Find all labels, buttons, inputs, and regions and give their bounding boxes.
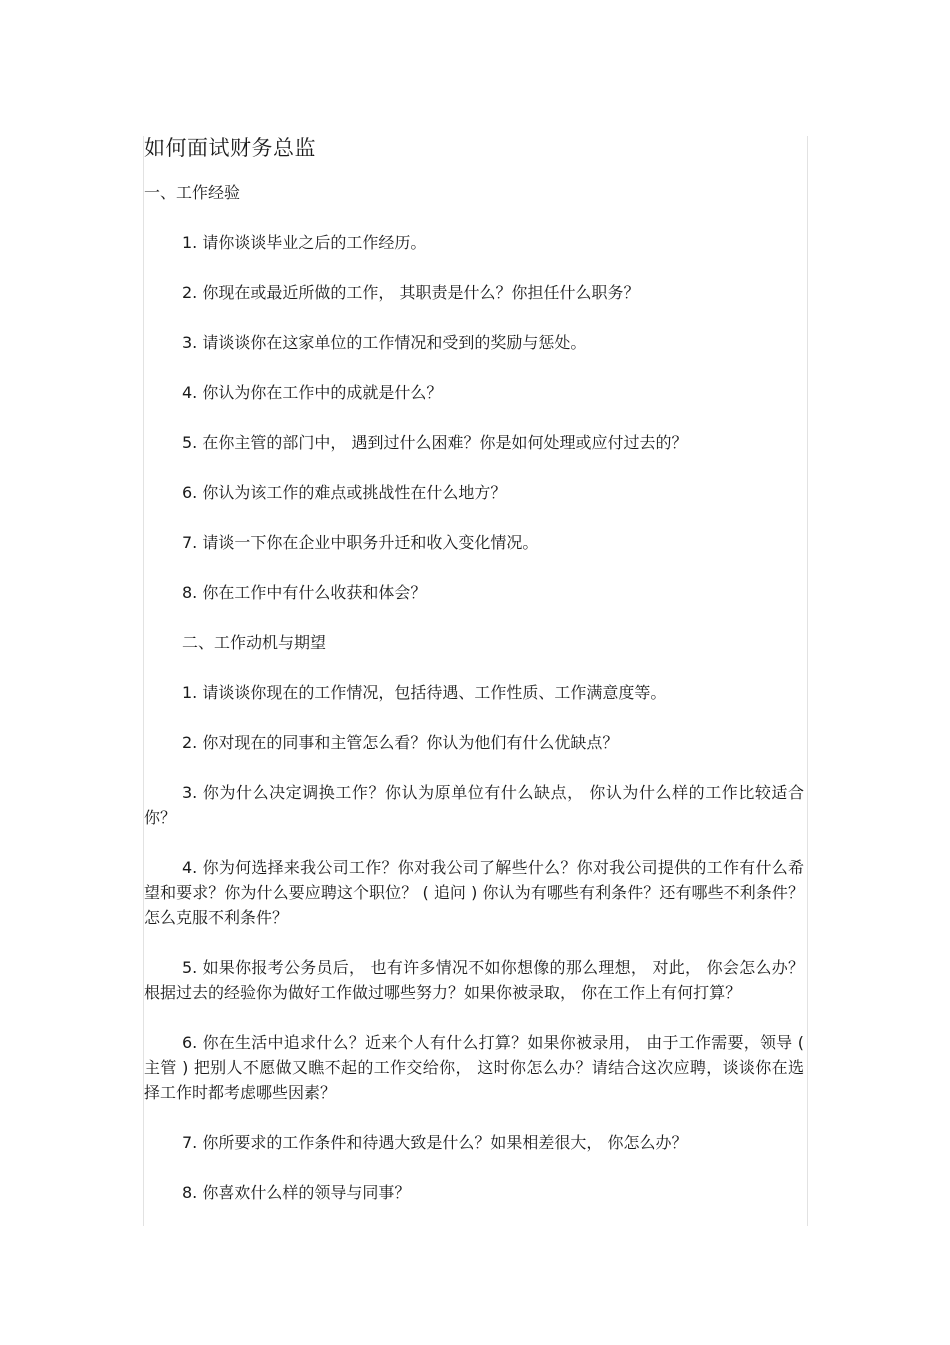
question-2-8: 8. 你喜欢什么样的领导与同事？	[182, 1183, 411, 1202]
question-1-4: 4. 你认为你在工作中的成就是什么？	[182, 383, 443, 402]
section-heading-work-experience: 一、工作经验	[144, 183, 241, 202]
question-2-7: 7. 你所要求的工作条件和待遇大致是什么？如果相差很大， 你怎么办？	[182, 1133, 688, 1152]
question-1-7: 7. 请谈一下你在企业中职务升迁和收入变化情况。	[182, 533, 539, 552]
document-body	[144, 132, 804, 1205]
question-2-5: 5. 如果你报考公务员后， 也有许多情况不如你想像的那么理想， 对此， 你会怎么办？根据过去的经验你为做好工作做过哪些努力？如果你被录取， 你在工作上有何打算？	[144, 958, 804, 1002]
question-1-3: 3. 请谈谈你在这家单位的工作情况和受到的奖励与惩处。	[182, 333, 587, 352]
question-2-2: 2. 你对现在的同事和主管怎么看？你认为他们有什么优缺点？	[182, 733, 619, 752]
question-2-1: 1. 请谈谈你现在的工作情况，包括待遇、工作性质、工作满意度等。	[182, 683, 667, 702]
question-1-8: 8. 你在工作中有什么收获和体会？	[182, 583, 427, 602]
question-1-1: 1. 请你谈谈毕业之后的工作经历。	[182, 233, 427, 252]
question-2-3: 3. 你为什么决定调换工作？你认为原单位有什么缺点， 你认为什么样的工作比较适合你？	[144, 783, 804, 827]
document-title: 如何面试财务总监	[144, 136, 316, 160]
question-1-5: 5. 在你主管的部门中， 遇到过什么困难？你是如何处理或应付过去的？	[182, 433, 688, 452]
question-1-6: 6. 你认为该工作的难点或挑战性在什么地方？	[182, 483, 507, 502]
question-1-2: 2. 你现在或最近所做的工作， 其职责是什么？你担任什么职务？	[182, 283, 640, 302]
section-heading-motivation: 二、工作动机与期望	[182, 633, 327, 652]
question-2-6: 6. 你在生活中追求什么？近来个人有什么打算？如果你被录用， 由于工作需要，领导 ( 主管 ) 把别人不愿做又瞧不起的工作交给你， 这时你怎么办？请结合这次应聘，谈谈你在选择工作时都考虑哪些因素？	[144, 1033, 804, 1102]
question-2-4: 4. 你为何选择来我公司工作？你对我公司了解些什么？你对我公司提供的工作有什么希望和要求？你为什么要应聘这个职位？ ( 追问 ) 你认为有哪些有利条件？还有哪些不利条件？怎么克服不利条件？	[144, 858, 804, 927]
